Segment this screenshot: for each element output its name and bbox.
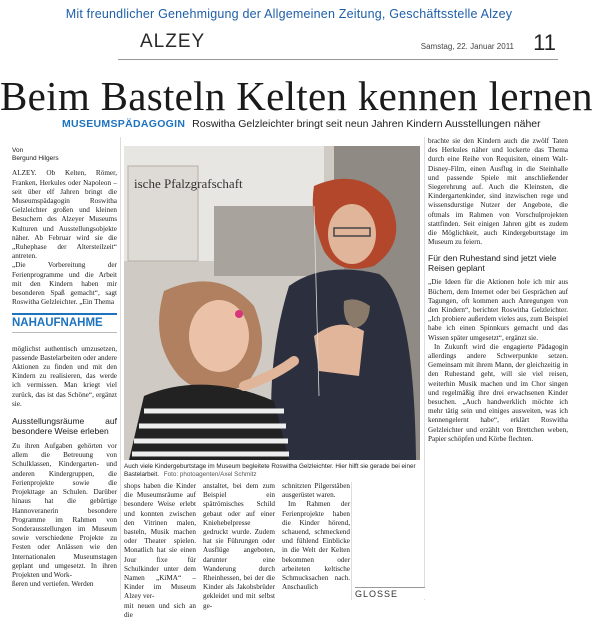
article-column-3 — [203, 482, 275, 610]
kicker: MUSEUMSPÄDAGOGIN — [62, 118, 186, 130]
glosse-label: GLOSSE — [355, 587, 425, 599]
article-column-2 — [124, 482, 196, 619]
article-photo — [124, 146, 420, 460]
paragraph: „Die Ideen für die Aktionen hole ich mir aus Büchern, dem Internet oder bei Gesprächen auf Tagungen, oft kommen auch Anregungen von den Kindern“, berichtet Roswitha Gelzleichter. „Ich probiere außerdem vieles aus, zum Beispiel habe ich einen Spinnkurs gemacht und das Wissen später umgesetzt“, ergänzt sie. — [428, 278, 568, 342]
paragraph: shops haben die Kinder die Museumsräume auf besondere Weise erlebt und konnten zwischen den Vitrinen malen, basteln, Musik machen oder Theater spielen. Monatlich hat sie einen Jour fixe für Schulkinder unter dem Namen „KiMA“ – Kinder im Museum Alzey ver- — [124, 482, 196, 601]
permission-line: Mit freundlicher Genehmigung der Allgemeinen Zeitung, Geschäftsstelle Alzey — [65, 7, 513, 21]
headline: Beim Basteln Kelten kennen lernen — [0, 73, 593, 119]
photo-credit: Foto: photoagenten/Axel Schmitz — [163, 471, 257, 478]
page-number: 11 — [533, 30, 556, 55]
article-column-right — [428, 137, 568, 600]
cutoff-line: ßeren und vertiefen. Werden — [12, 580, 94, 589]
column-rule — [424, 137, 425, 600]
byline-prefix: Von — [12, 147, 24, 154]
paragraph: anstaltet, bei dem zum Beispiel ein spätrömisches Schild gebaut oder auf einer Kniehebelpresse gedruckt wurde. Zudem hat sie Führungen oder Ausflüge angeboten, darunter eine Wanderung durch Rheinhessen, bei der die Kinder als Jakobsbrüder gekleidet und mit selbst ge- — [203, 482, 275, 610]
photo-caption — [124, 463, 420, 479]
cutoff-line: mit neuen und sich an die — [124, 601, 196, 619]
column-rule — [351, 482, 352, 600]
issue-date: Samstag, 22. Januar 2011 — [420, 42, 514, 51]
dek: Roswitha Gelzleichter bringt seit neun Jahren Kindern Ausstellungen näher — [192, 118, 541, 130]
article-column-1 — [12, 137, 117, 600]
subline — [62, 118, 541, 130]
paragraph: Im Rahmen der Ferienprojekte haben die Kinder hörend, schauend, schmeckend und fühlend Einblicke in die Welt der Kelten bekommen oder arbeiteten keltische Schmucksachen nach. Anschaulich — [282, 500, 350, 592]
masthead — [118, 30, 558, 60]
subheading: Für den Ruhestand sind jetzt viele Reisen geplant — [428, 253, 557, 274]
paragraph: „Die Vorbereitung der Ferienprogramme und die Arbeit mit den Kindern haben mir besonderen Spaß gemacht“, sagt Roswitha Gelzleichter. „Ein Thema — [12, 261, 117, 307]
paragraph: Zu ihren Aufgaben gehörten vor allem die Betreuung von Schulklassen, Kindergarten- und anderen Kindergruppen, die Ferienprojekte sowie die Projekttage an Schulen. Darüber hinaus hat die gebürtige Hannoveranerin besondere Programme im Rahmen von Sonderausstellungen im Museum sowie verschiedene Projekte zu Festen oder Anlässen wie den Internationalen Museumstagen geplant und umgesetzt. In ihren Projekten und Work- — [12, 442, 117, 579]
wall-sign-text: ische Pfalzgrafschaft — [134, 176, 243, 191]
byline — [12, 147, 117, 163]
photo-illustration — [124, 146, 420, 460]
paragraph: brachte sie den Kindern auch die zwölf Taten des Herkules näher und lockerte das Thema durch eine Reihe von Requisiten, einem Walt-Disney-Film, einen Ausflug in die Steinhalle und passende Spiele mit anschließender Siegerehrung auf. Auch die Kleinsten, die Kindergartenkinder, sind inzwischen rege und wissensdurstige Nutzer der Angebote, die oftmals im Rahmen von Vorschulprojekten stattfinden. Seit einigen Jahren gibt es zudem die Möglichkeit, auch Kindergeburtstage im Museum zu feiern. — [428, 137, 568, 247]
caption-text: Auch viele Kindergeburtstage im Museum begleitete Roswitha Gelzleichter. Hier hilft sie gerade bei einer Bastelarbeit. — [124, 463, 416, 478]
subheading: Ausstellungsräume auf besondere Weise erleben — [12, 416, 117, 437]
lead-paragraph: ALZEY. Ob Kelten, Römer, Franken, Herkules oder Napoleon – seit über elf Jahren bringt die Museumspädagogin Roswitha Gelzleichter großen und kleinen Besuchern des Alzeyer Museums Kulturen und Ausstellungsobjekte näher. Ab Februar wird sie die „Ruhephase der Altersteilzeit“ antreten. — [12, 169, 117, 261]
paragraph: möglichst authentisch umzusetzen, passende Bastelarbeiten oder andere Aktionen zu finden und mit den Kindern zu realisieren, das werde ich vermissen. Man kriegt viel zurück, das ist das Schöne“, ergänzt sie. — [12, 344, 117, 408]
byline-author: Bergund Hilgers — [12, 155, 59, 163]
column-rule — [120, 137, 121, 600]
nahaufnahme-box-title: NAHAUFNAHME — [12, 313, 117, 332]
article-column-4 — [282, 482, 350, 598]
paragraph: In Zukunft wird die engagierte Pädagogin allerdings andere Schwerpunkte setzen. Gemeinsam mit ihrem Mann, der gleichzeitig in den Ruhestand geht, will sie viel reisen, weiterhin Musik machen und im Chor singen und regelmäßig ihre drei erwachsenen Kinder besuchen. „Auch handwerklich möchte ich mehr tätig sein und einiges ausweiten, was ich kennengelernt habe“, erklärt Roswitha Gelzleichter und erzählt von Brettchen weben, Papier schöpfen und Körbe flechten. — [428, 342, 568, 443]
paragraph: schnitzten Pilgerstäben ausgerüstet waren. — [282, 482, 350, 500]
section-city: ALZEY — [140, 31, 206, 52]
